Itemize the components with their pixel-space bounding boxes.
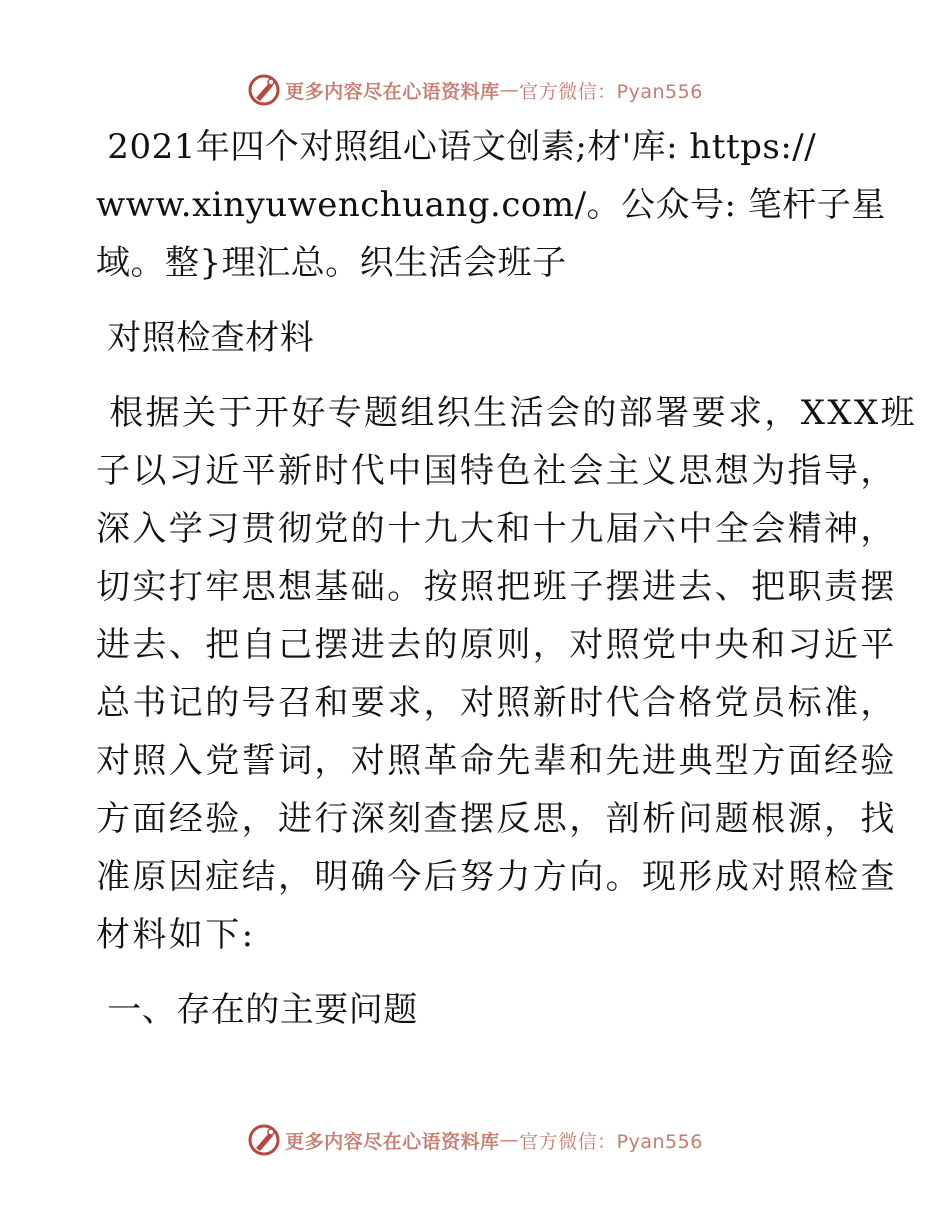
body-line: 准原因症结，明确今后努力方向。现形成对照检查 (96, 857, 897, 897)
header-line-2: www.xinyuwenchuang.com/。公众号: 笔杆子星 (96, 185, 886, 225)
body-line: 根据关于开好专题组织生活会的部署要求，XXX班 (96, 393, 918, 433)
body-line: 对照入党誓词，对照革命先辈和先进典型方面经验 (96, 741, 897, 781)
body-line: 方面经验，进行深刻查摆反思，剖析问题根源，找 (96, 799, 897, 839)
pen-logo-icon (247, 1123, 281, 1157)
watermark-account: 官方微信：Pyan556 (519, 1130, 703, 1153)
body-line: 子以习近平新时代中国特色社会主义思想为指导， (96, 451, 897, 491)
body-line: 材料如下: (96, 915, 256, 955)
body-line: 深入学习贯彻党的十九大和十九届六中全会精神， (96, 509, 897, 549)
watermark-separator: — (499, 79, 520, 101)
watermark-text: 更多内容尽在心语资料库 (285, 1130, 500, 1153)
header-line-1: 2021年四个对照组心语文创素;材'库: https:// (96, 127, 817, 167)
watermark-separator: — (499, 1129, 520, 1151)
watermark-header (0, 70, 950, 110)
body-line: 进去、把自己摆进去的原则，对照党中央和习近平 (96, 625, 897, 665)
body-line: 总书记的号召和要求，对照新时代合格党员标准， (96, 683, 897, 723)
header-line-3: 域。整}理汇总。织生活会班子 (96, 243, 567, 283)
body-line: 切实打牢思想基础。按照把班子摆进去、把职责摆 (96, 567, 897, 607)
watermark-footer (0, 1120, 950, 1160)
section-heading: 一、存在的主要问题 (96, 990, 418, 1030)
pen-logo-icon (247, 73, 281, 107)
document-title: 对照检查材料 (96, 318, 315, 358)
watermark-text: 更多内容尽在心语资料库 (285, 80, 500, 103)
watermark-account: 官方微信：Pyan556 (519, 80, 703, 103)
